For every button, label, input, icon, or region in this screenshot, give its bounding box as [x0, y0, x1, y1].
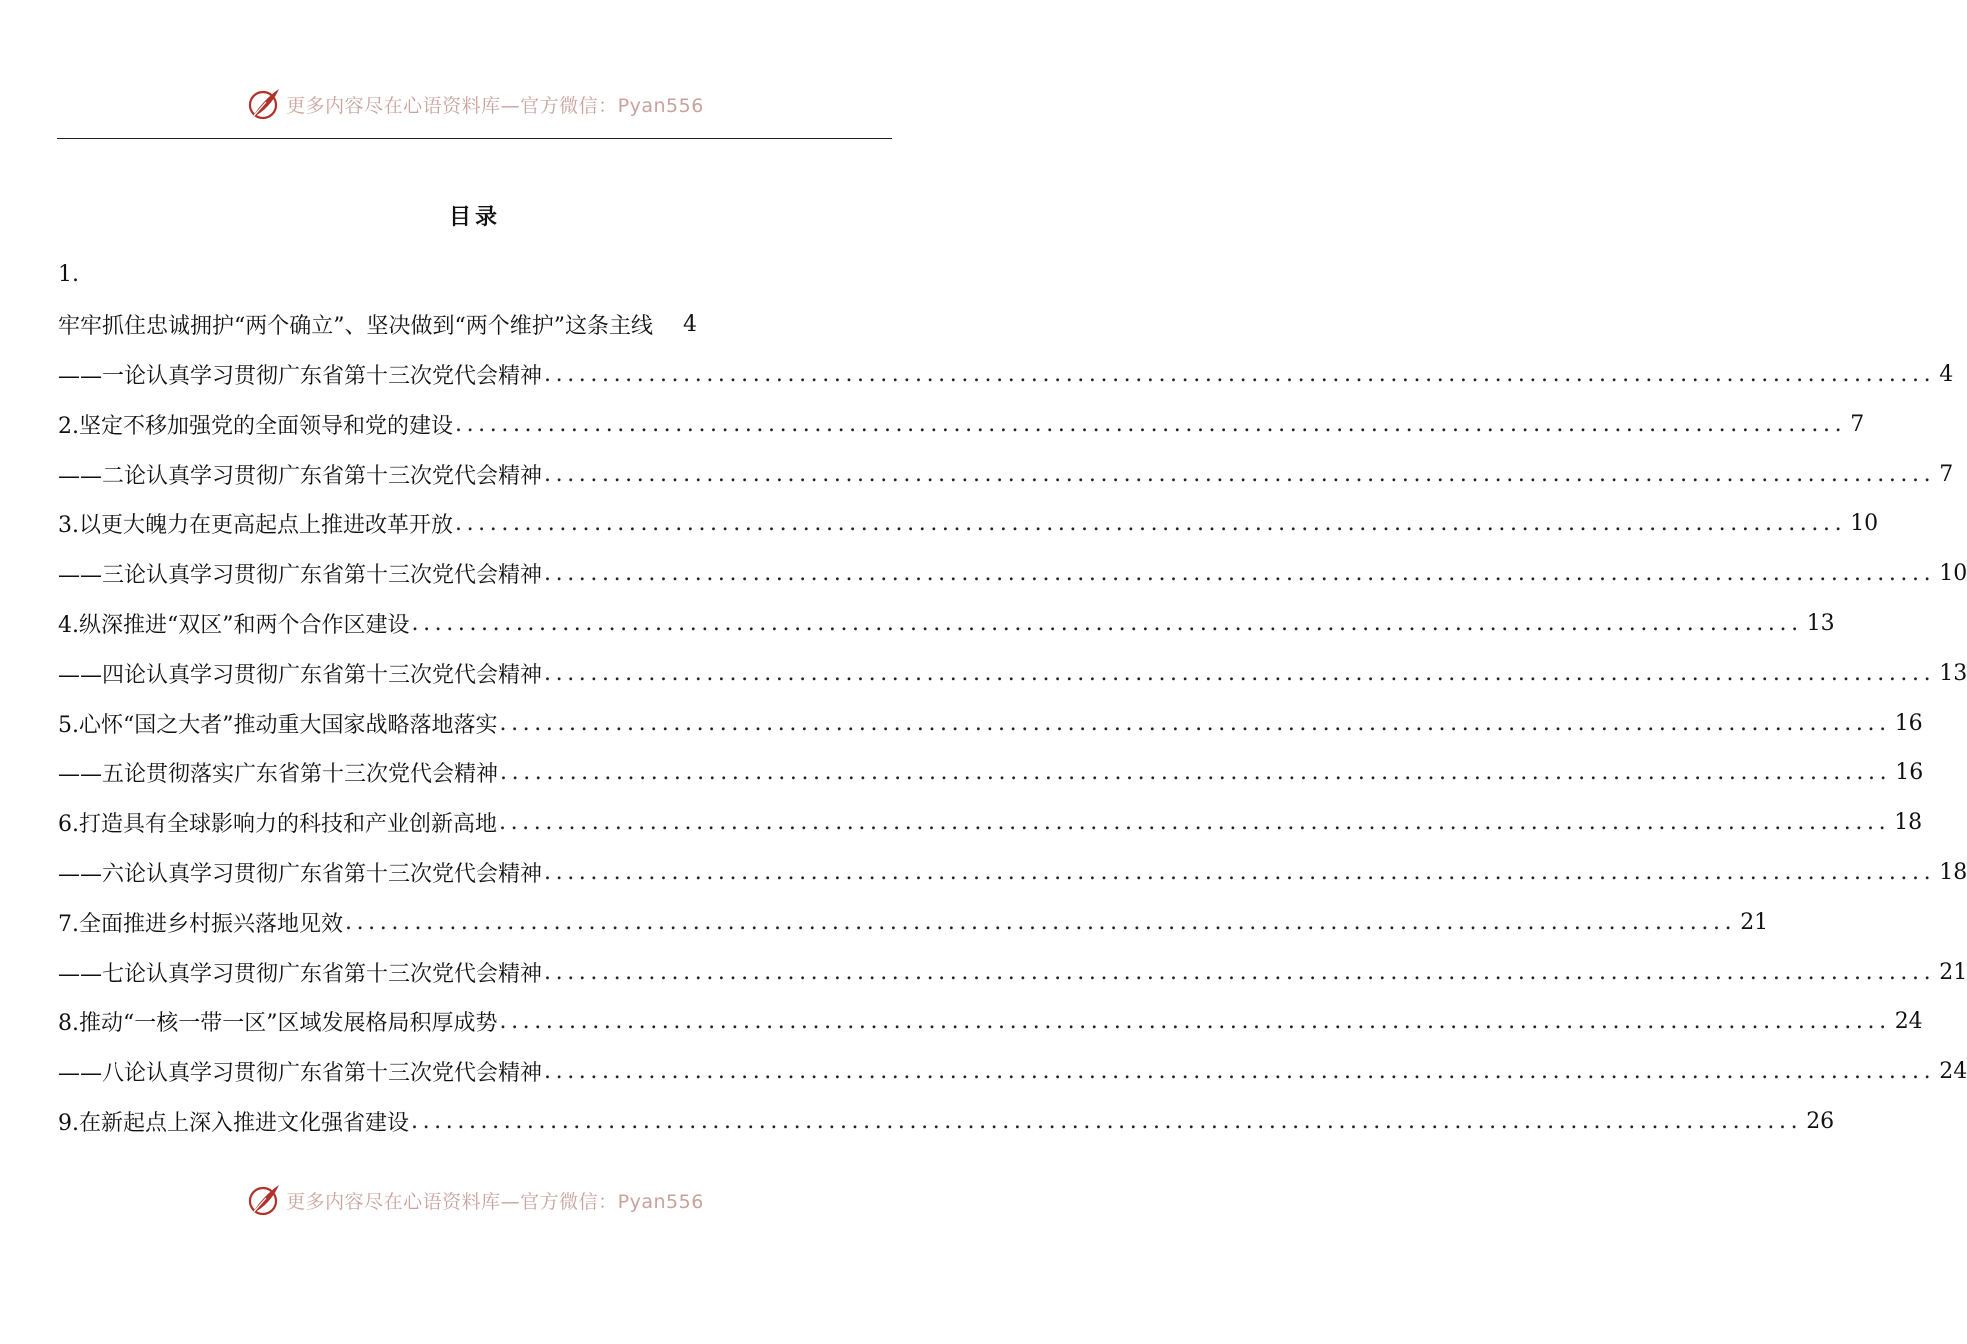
toc-dot-leader: ........................................................................................................................: [411, 1108, 1803, 1134]
toc-entry[interactable]: [58, 250, 892, 300]
toc-entry-text: ——七论认真学习贯彻广东省第十三次党代会精神: [58, 961, 543, 987]
toc-page-number: 13: [1806, 610, 1835, 636]
toc-entry-text: 4.纵深推进“双区”和两个合作区建设: [58, 612, 410, 638]
toc-dot-leader: ........................................................................................................................: [455, 511, 1847, 537]
header-banner-text: 更多内容尽在心语资料库—官方微信：Pyan556: [286, 94, 704, 117]
toc-page-number: 4: [683, 312, 697, 338]
toc-entry[interactable]: [58, 549, 1967, 599]
toc-page-number: 13: [1939, 660, 1967, 686]
toc-entry[interactable]: [58, 1047, 1967, 1097]
toc-entry-text: 7.全面推进乡村振兴落地见效: [58, 911, 343, 937]
toc-page-number: 16: [1895, 760, 1924, 786]
toc-entry-text: ——四论认真学习贯彻广东省第十三次党代会精神: [58, 662, 543, 688]
toc-entry[interactable]: [58, 300, 892, 350]
toc-entry[interactable]: [58, 848, 1967, 898]
toc-dot-leader: ........................................................................................................................: [544, 561, 1936, 587]
toc-dot-leader: ........................................................................................................................: [544, 1059, 1936, 1085]
toc-entry[interactable]: [58, 350, 1954, 400]
toc-entry-text: 1.: [58, 262, 79, 288]
toc-entry-text: ——六论认真学习贯彻广东省第十三次党代会精神: [58, 861, 543, 887]
table-of-contents: [58, 250, 1967, 1146]
footer-banner-text: 更多内容尽在心语资料库—官方微信：Pyan556: [286, 1190, 704, 1213]
quill-pen-logo-icon: [246, 1182, 282, 1218]
toc-entry-text: 2.坚定不移加强党的全面领导和党的建设: [58, 413, 453, 439]
toc-page-number: 21: [1939, 959, 1967, 985]
toc-entry-text: 牢牢抓住忠诚拥护“两个确立”、坚决做到“两个维护”这条主线: [58, 314, 653, 340]
toc-entry[interactable]: [58, 648, 1967, 698]
toc-dot-leader: ........................................................................................................................: [411, 610, 1803, 636]
toc-dot-leader: ........................................................................................................................: [345, 909, 1737, 935]
toc-entry[interactable]: [58, 399, 1865, 449]
toc-entry-text: 6.打造具有全球影响力的科技和产业创新高地: [58, 812, 497, 838]
footer-banner: [0, 1180, 950, 1220]
toc-entry[interactable]: [58, 897, 1769, 947]
toc-entry-text: 8.推动“一核一带一区”区域发展格局积厚成势: [58, 1011, 498, 1037]
header-divider: [57, 138, 892, 139]
toc-page-number: 26: [1806, 1108, 1835, 1134]
toc-dot-leader: ........................................................................................................................: [500, 760, 1892, 786]
toc-entry[interactable]: [58, 1097, 1835, 1147]
toc-page-number: 18: [1894, 810, 1923, 836]
toc-entry-text: ——一论认真学习贯彻广东省第十三次党代会精神: [58, 363, 543, 389]
toc-dot-leader: ........................................................................................................................: [544, 959, 1936, 985]
toc-entry-text: 9.在新起点上深入推进文化强省建设: [58, 1110, 409, 1136]
toc-page-number: 24: [1894, 1009, 1923, 1035]
toc-dot-leader: ........................................................................................................................: [544, 361, 1936, 387]
toc-entry-text: ——三论认真学习贯彻广东省第十三次党代会精神: [58, 563, 543, 589]
toc-entry-text: ——五论贯彻落实广东省第十三次党代会精神: [58, 762, 499, 788]
toc-entry-text: ——二论认真学习贯彻广东省第十三次党代会精神: [58, 463, 543, 489]
toc-dot-leader: ........................................................................................................................: [544, 859, 1936, 885]
toc-page-number: 4: [1939, 361, 1954, 387]
header-banner: [0, 84, 950, 124]
page-title: 目录: [448, 204, 501, 230]
toc-entry[interactable]: [58, 698, 1923, 748]
toc-entry-text: 3.以更大魄力在更高起点上推进改革开放: [58, 513, 453, 539]
toc-dot-leader: ........................................................................................................................: [544, 461, 1936, 487]
toc-page-number: 24: [1939, 1059, 1967, 1085]
toc-page-number: 7: [1939, 461, 1954, 487]
toc-dot-leader: ........................................................................................................................: [499, 710, 1891, 736]
toc-dot-leader: ........................................................................................................................: [499, 1009, 1891, 1035]
toc-entry-text: 5.心怀“国之大者”推动重大国家战略落地落实: [58, 712, 498, 738]
toc-entry[interactable]: [58, 947, 1967, 997]
toc-page-number: 10: [1939, 561, 1967, 587]
toc-page-number: 18: [1939, 859, 1967, 885]
toc-page-number: 7: [1850, 411, 1865, 437]
quill-pen-logo-icon: [246, 86, 282, 122]
toc-entry[interactable]: [58, 798, 1923, 848]
toc-dot-leader: ........................................................................................................................: [544, 660, 1936, 686]
toc-entry-text: ——八论认真学习贯彻广东省第十三次党代会精神: [58, 1061, 543, 1087]
toc-page-number: 21: [1740, 909, 1769, 935]
toc-dot-leader: ........................................................................................................................: [455, 411, 1847, 437]
toc-dot-leader: ........................................................................................................................: [499, 810, 1891, 836]
toc-entry[interactable]: [58, 997, 1923, 1047]
toc-entry[interactable]: [58, 449, 1954, 499]
toc-entry[interactable]: [58, 599, 1835, 649]
toc-page-number: 16: [1894, 710, 1923, 736]
toc-page-number: 10: [1850, 511, 1879, 537]
toc-entry[interactable]: [58, 748, 1924, 798]
toc-entry[interactable]: [58, 499, 1879, 549]
